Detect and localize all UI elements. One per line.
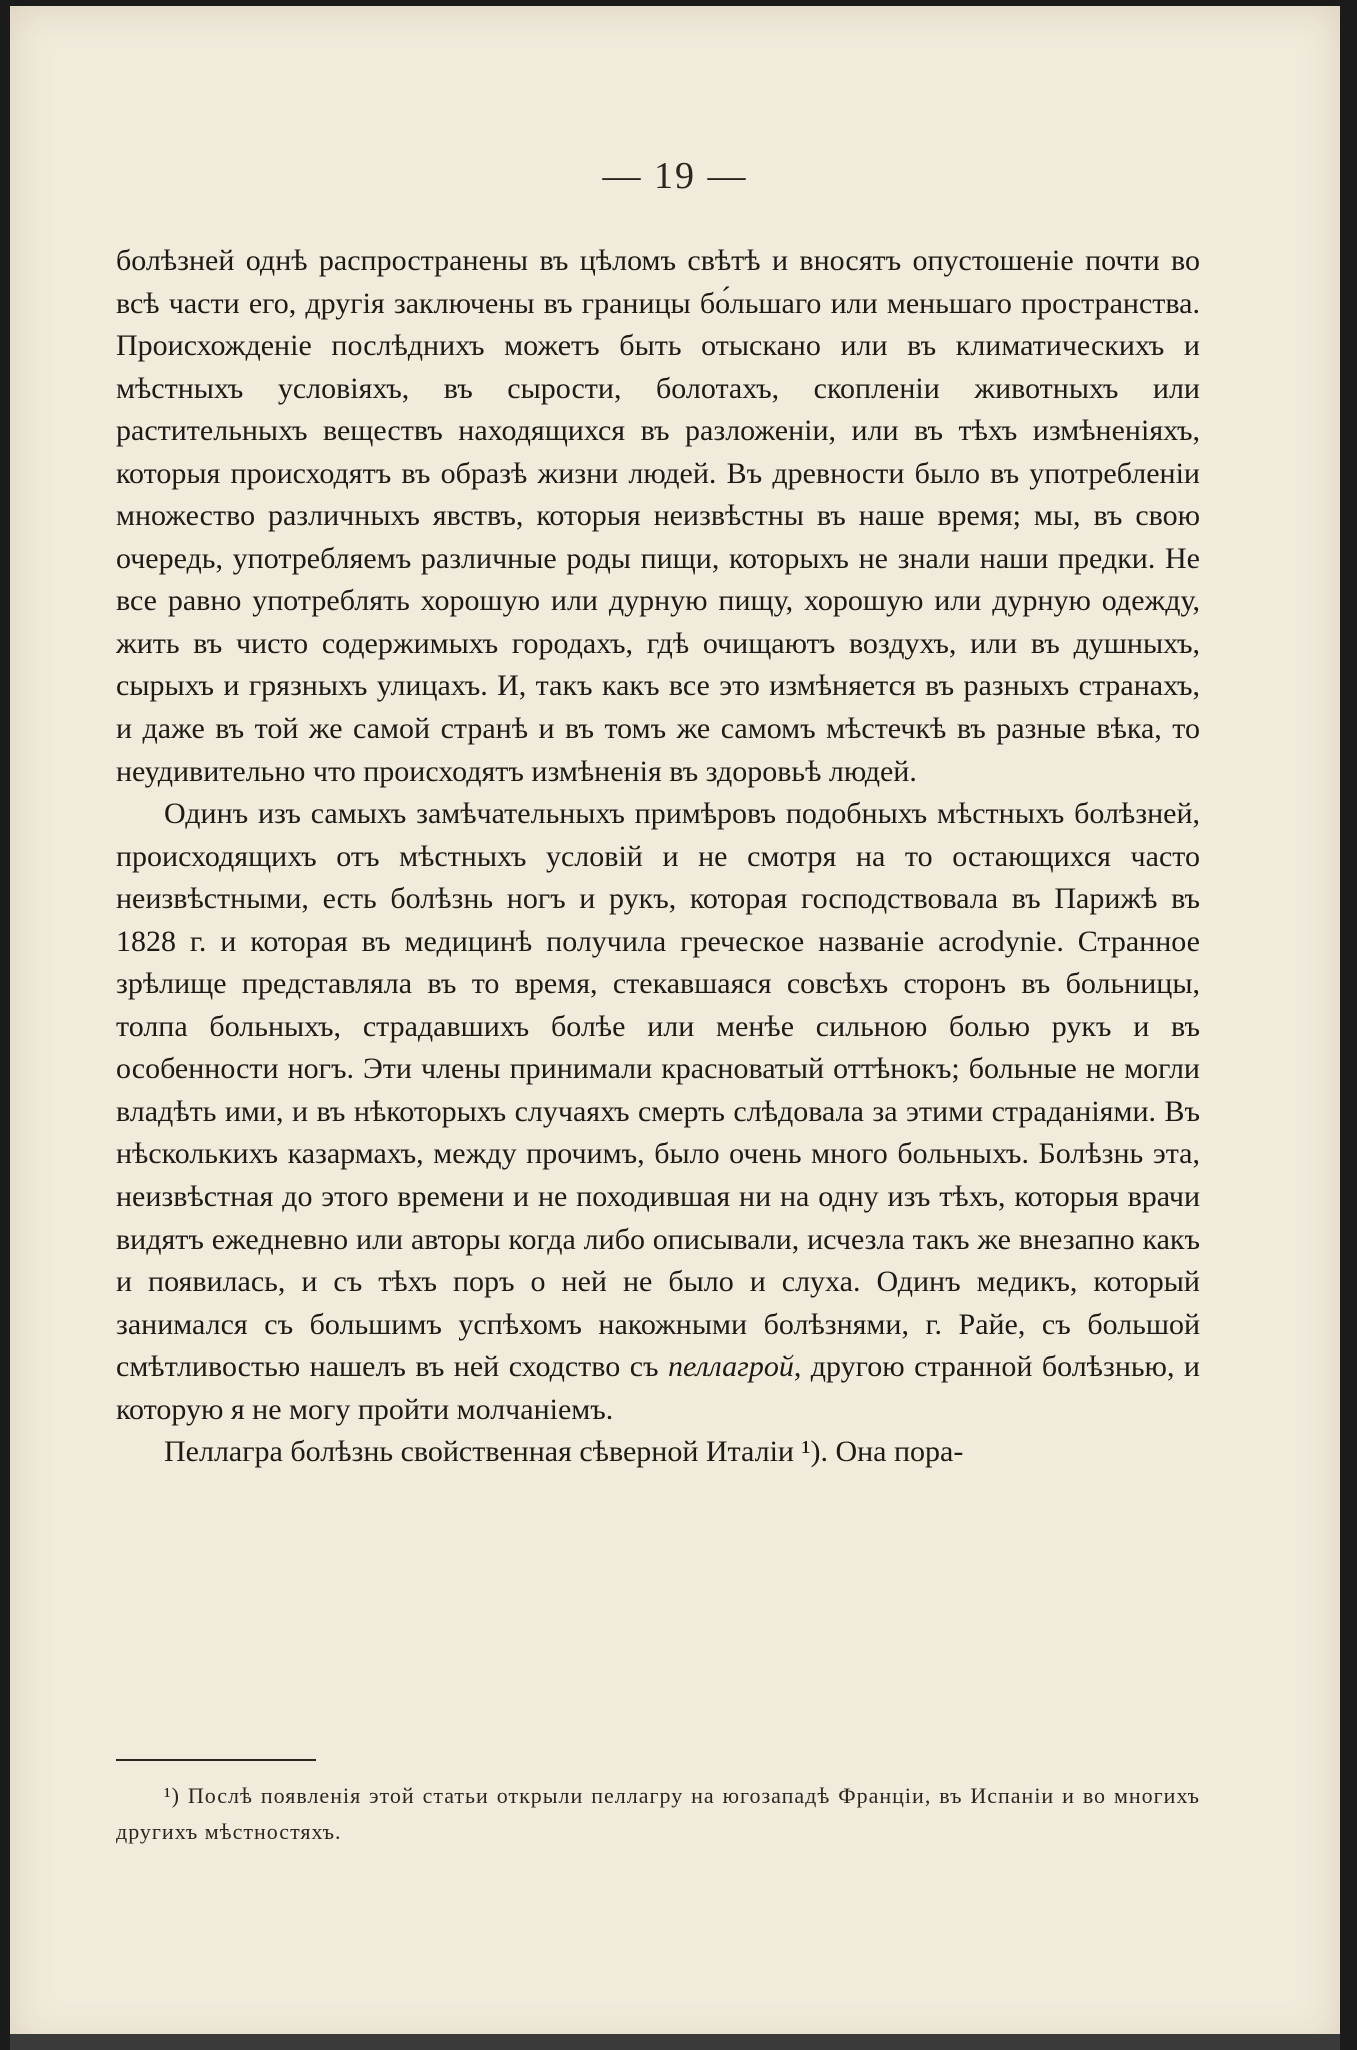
- italic-term: пеллагрой: [668, 1350, 794, 1384]
- footnote: ¹) Послѣ появленія этой статьи открыли пеллагру на югозападѣ Франціи, въ Испаніи и во многихъ другихъ мѣстностяхъ.: [116, 1783, 1200, 1844]
- paragraph: Пеллагра болѣзнь свойственная сѣверной Италіи ¹). Она пора-: [164, 1435, 964, 1469]
- page-number: — 19 —: [602, 155, 748, 197]
- book-page: [10, 6, 1340, 2046]
- paragraph: болѣзней однѣ распространены въ цѣломъ свѣтѣ и вносятъ опустошеніе почти во всѣ части его, другія заключены въ границы бо́льшаго или меньшаго пространства. Происхожденіе послѣднихъ можетъ быть отыскано или въ климатическихъ и мѣстныхъ условіяхъ, въ сырости, болотахъ, скопленіи животныхъ или растительныхъ веществъ находящихся въ разложеніи, или въ тѣхъ измѣненіяхъ, которыя происходятъ въ образѣ жизни людей. Въ древности было въ употребленіи множество различныхъ явствъ, которыя неизвѣстны въ наше время; мы, въ свою очередь, употребляемъ различные роды пищи, которыхъ не знали наши предки. Не все равно употреблять хорошую или дурную пищу, хорошую или дурную одежду, жить въ чисто содержимыхъ городахъ, гдѣ очищаютъ воздухъ, или въ душныхъ, сырыхъ и грязныхъ улицахъ. И, такъ какъ все это измѣняется въ разныхъ странахъ, и даже въ той же самой странѣ и въ томъ же самомъ мѣстечкѣ въ разные вѣка, то неудивительно что происходятъ измѣненія въ здоровьѣ людей.: [116, 244, 1200, 788]
- paragraph: Одинъ изъ самыхъ замѣчательныхъ примѣровъ подобныхъ мѣстныхъ болѣзней, происходящихъ отъ мѣстныхъ условій и не смотря на то остающихся часто неизвѣстными, есть болѣзнь ногъ и рукъ, которая господствовала въ Парижѣ въ 1828 г. и которая въ медицинѣ получила греческое названіе acrodynie. Странное зрѣлище представляла въ то время, стекавшаяся совсѣхъ сторонъ въ больницы, толпа больныхъ, страдавшихъ болѣе или менѣе сильною болью рукъ и въ особенности ногъ. Эти члены принимали красноватый оттѣнокъ; больные не могли владѣть ими, и въ нѣкоторыхъ случаяхъ смерть слѣдовала за этими страданіями. Въ нѣсколькихъ казармахъ, между прочимъ, было очень много больныхъ. Болѣзнь эта, неизвѣстная до этого времени и не походившая ни на одну изъ тѣхъ, которыя врачи видятъ ежедневно или авторы когда либо описывали, исчезла такъ же внезапно какъ и появилась, и съ тѣхъ поръ о ней не было и слуха. Одинъ медикъ, который занимался съ большимъ успѣхомъ накожными болѣзнями, г. Райе, съ большой смѣтливостью нашелъ въ ней сходство съ пеллагрой, другою странной болѣзнью, и которую я не могу пройти молчаніемъ.: [116, 797, 1200, 1426]
- scan-edge: [10, 2034, 1340, 2050]
- body-text: [116, 240, 1200, 1474]
- footnote-divider: [116, 1759, 316, 1761]
